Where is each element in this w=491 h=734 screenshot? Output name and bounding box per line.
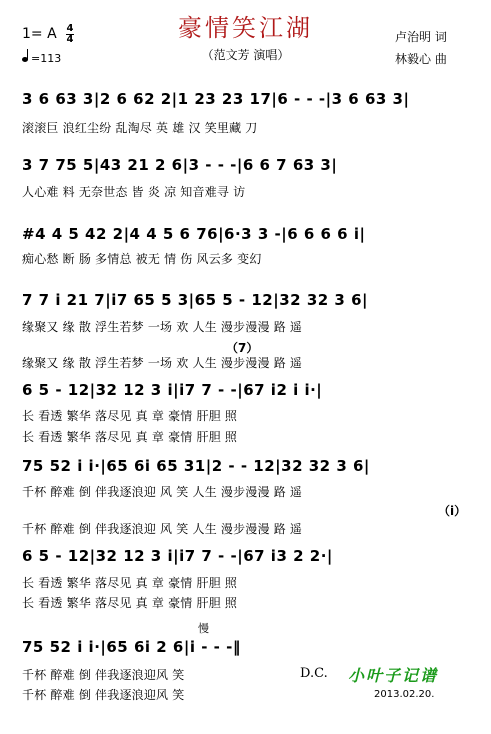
- transcription-date: 2013.02.20.: [374, 689, 435, 700]
- lyric-line-6b: 千杯 醉难 倒 伴我逐浪迎 风 笑 人生 漫步漫漫 路 遥: [22, 522, 303, 536]
- lyric-line-8a: 千杯 醉难 倒 伴我逐浪迎风 笑: [22, 668, 185, 682]
- time-signature-top: 4: [66, 23, 74, 34]
- notation-line-7: 6 5 - 12|32 12 3 i|i7 7 - -|67 i3 2 2·|: [22, 547, 333, 565]
- lyric-line-6a: 千杯 醉难 倒 伴我逐浪迎 风 笑 人生 漫步漫漫 路 遥: [22, 485, 303, 499]
- lyric-line-5a: 长 看透 繁华 落尽见 真 章 豪情 肝胆 照: [22, 409, 238, 423]
- tempo-mark: [22, 52, 61, 65]
- lyric-line-7b: 长 看透 繁华 落尽见 真 章 豪情 肝胆 照: [22, 596, 238, 610]
- tempo-value: =113: [31, 52, 62, 65]
- key-signature: 1= A: [22, 26, 57, 42]
- singer-subtitle: （范文芳 演唱）: [201, 48, 290, 62]
- lyric-line-3: 痴心愁 断 肠 多情总 被无 情 伤 风云多 变幻: [22, 252, 262, 266]
- notation-line-5: 6 5 - 12|32 12 3 i|i7 7 - -|67 i2 i i·|: [22, 381, 323, 399]
- lyric-line-4b: 缘聚又 缘 散 浮生若梦 一场 欢 人生 漫步漫漫 路 遥: [22, 356, 303, 370]
- lyric-line-5b: 长 看透 繁华 落尽见 真 章 豪情 肝胆 照: [22, 430, 238, 444]
- composer-credit: 林毅心 曲: [395, 52, 447, 66]
- lyric-line-7a: 长 看透 繁华 落尽见 真 章 豪情 肝胆 照: [22, 576, 238, 590]
- alt-note-i: （i）: [438, 504, 467, 518]
- transcriber-signature: 小叶子记谱: [348, 666, 439, 685]
- notation-line-8: 75 52 i i·|65 6i 2 6|i - - -‖: [22, 638, 241, 656]
- slow-marking: 慢: [198, 622, 209, 635]
- time-signature: [66, 24, 74, 45]
- notation-line-4: 7 7 i 21 7|i7 65 5 3|65 5 - 12|32 32 3 6|: [22, 291, 368, 309]
- lyric-line-2: 人心难 料 无奈世态 皆 炎 凉 知音难寻 访: [22, 185, 246, 199]
- time-signature-bottom: 4: [66, 34, 74, 45]
- lyric-line-1: 滚滚巨 浪红尘纷 乱淘尽 英 雄 汉 笑里藏 刀: [22, 121, 258, 135]
- notation-line-2: 3 7 75 5|43 21 2 6|3 - - -|6 6 7 63 3|: [22, 156, 338, 174]
- song-title: 豪情笑江湖: [178, 14, 313, 42]
- notation-line-6: 75 52 i i·|65 6i 65 31|2 - - 12|32 32 3 6|: [22, 457, 370, 475]
- notation-line-1: 3 6 63 3|2 6 62 2|1 23 23 17|6 - - -|3 6 63 3|: [22, 90, 410, 108]
- lyric-line-8b: 千杯 醉难 倒 伴我逐浪迎风 笑: [22, 688, 185, 702]
- da-capo-mark: D.C.: [300, 666, 328, 681]
- quarter-note-icon: [22, 57, 28, 62]
- lyricist-credit: 卢治明 词: [395, 30, 447, 44]
- lyric-line-4a: 缘聚又 缘 散 浮生若梦 一场 欢 人生 漫步漫漫 路 遥: [22, 320, 303, 334]
- notation-line-3: #4 4 5 42 2|4 4 5 6 76|6·3 3 -|6 6 6 6 i|: [22, 225, 366, 243]
- alt-note-seven: （7）: [226, 341, 259, 355]
